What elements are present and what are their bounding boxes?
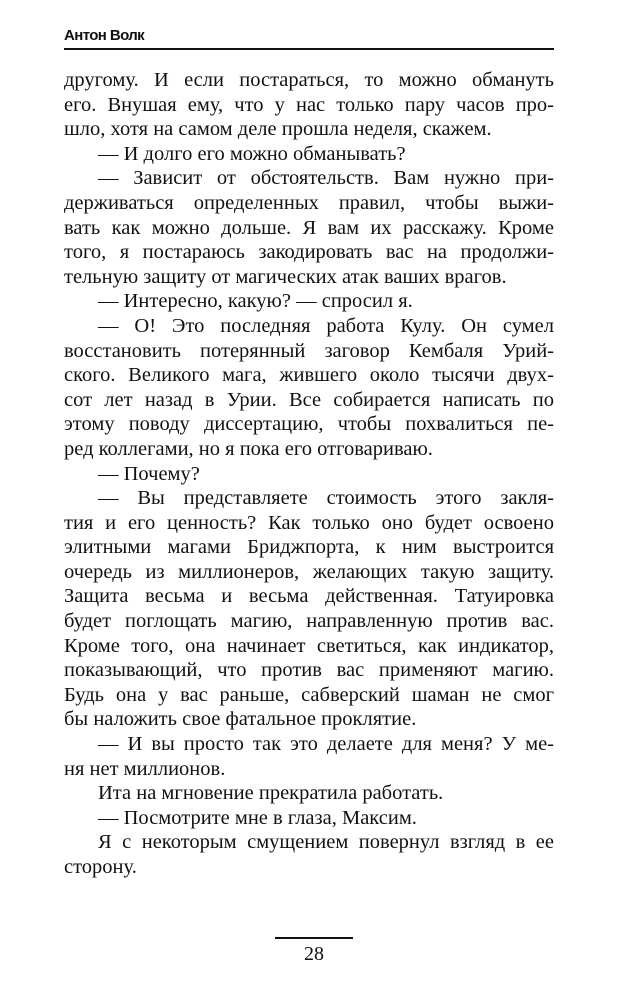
page-footer: [275, 937, 353, 965]
text-line: бы наложить свое фатальное проклятие.: [64, 708, 417, 731]
text-line: шло, хотя на самом деле прошла неделя, скажем.: [64, 118, 492, 141]
author-name: Антон Волк: [64, 27, 145, 44]
text-line: очередь из миллионеров, желающих такую защиту.: [64, 560, 554, 583]
text-line: — Посмотрите мне в глаза, Максим.: [98, 806, 417, 829]
page-body-text: [64, 68, 554, 880]
text-line: вать как можно дольше. Я вам их расскажу. Кроме: [64, 216, 554, 239]
text-line: ня нет миллионов.: [64, 757, 226, 780]
text-line: Я с некоторым смущением повернул взгляд в ее: [98, 831, 554, 854]
text-line: — Вы представляете стоимость этого закля-: [98, 487, 554, 510]
text-line: Будь она у вас раньше, сабверский шаман не смог: [64, 683, 554, 706]
text-line: будет поглощать магию, направленную против вас.: [64, 610, 554, 633]
text-line: восстановить потерянный заговор Кембаля Урий-: [64, 339, 554, 362]
text-line: — О! Это последняя работа Кулу. Он сумел: [98, 314, 554, 337]
text-line: элитными магами Бриджпорта, к ним выстроится: [64, 536, 554, 559]
text-line: ред коллегами, но я пока его отговариваю.: [64, 437, 433, 460]
page-number: 28: [304, 943, 324, 965]
text-line: ского. Великого мага, жившего около тысячи двух-: [64, 364, 554, 387]
text-line: тия и его ценность? Как только оно будет освоено: [64, 511, 554, 534]
text-line: другому. И если постараться, то можно обмануть: [64, 69, 554, 91]
text-line: — Почему?: [98, 462, 200, 485]
text-line: его. Внушая ему, что у нас только пару часов про-: [64, 93, 554, 116]
text-line: Защита весьма и весьма действенная. Татуировка: [64, 585, 554, 608]
text-line: сторону.: [64, 856, 137, 878]
text-line: этому поводу диссертацию, чтобы похвалиться пе-: [64, 413, 554, 436]
text-line: — И вы просто так это делаете для меня? У ме-: [98, 733, 554, 756]
text-line: — И долго его можно обманывать?: [98, 142, 406, 165]
text-line: сот лет назад в Урии. Все собирается написать по: [64, 388, 554, 411]
text-line: тельную защиту от магических атак ваших врагов.: [64, 265, 507, 288]
text-line: держиваться определенных правил, чтобы выжи-: [64, 191, 554, 214]
text-line: Ита на мгновение прекратила работать.: [98, 782, 444, 805]
text-line: — Зависит от обстоятельств. Вам нужно при-: [98, 167, 554, 190]
running-head: [64, 24, 554, 50]
text-line: — Интересно, какую? — спросил я.: [98, 290, 413, 313]
text-line: Кроме того, она начинает светиться, как индикатор,: [64, 634, 554, 657]
text-line: того, я постараюсь закодировать вас на продолжи-: [64, 241, 554, 264]
text-line: показывающий, что против вас применяют магию.: [64, 659, 554, 682]
